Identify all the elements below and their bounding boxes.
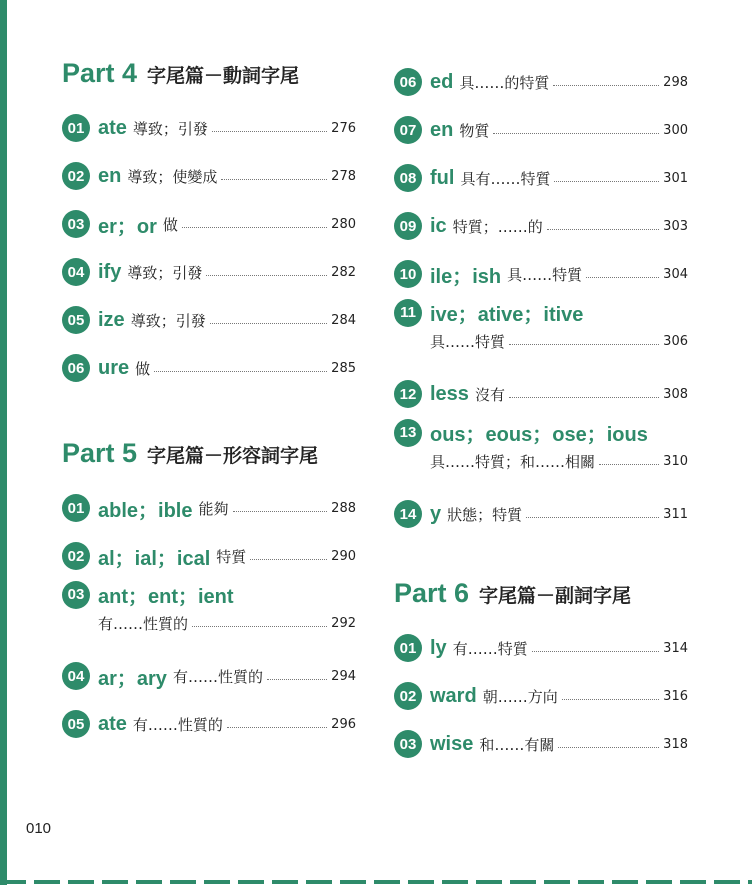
entry-number: 08 (394, 164, 422, 192)
entry-number: 04 (62, 258, 90, 286)
entry-suffix: ic (430, 214, 447, 237)
entry-suffix: y (430, 502, 442, 525)
entry-number: 03 (62, 581, 90, 609)
entry-page: 310 (663, 454, 688, 469)
toc-entry[interactable] (62, 248, 356, 296)
toc-entry[interactable] (394, 720, 688, 768)
toc-entry[interactable] (394, 298, 688, 370)
entry-number: 03 (394, 730, 422, 758)
entry-number: 10 (394, 260, 422, 288)
entry-page: 296 (331, 716, 356, 732)
entry-suffix: able；ible (98, 499, 193, 522)
entry-meaning: 做 (162, 215, 178, 234)
entry-meaning: 具……特質 (507, 265, 583, 284)
dot-leader (599, 464, 659, 465)
dot-leader (493, 133, 659, 134)
entry-page: 318 (663, 736, 688, 752)
entry-meaning: 特質；……的 (452, 217, 543, 236)
entry-page: 304 (663, 266, 688, 282)
toc-entry[interactable] (394, 202, 688, 250)
entry-number: 01 (62, 114, 90, 142)
entry-page: 306 (663, 334, 688, 349)
toc-entry[interactable] (62, 104, 356, 152)
toc-entry[interactable] (62, 700, 356, 748)
entry-meaning: 做 (135, 359, 151, 378)
part-6-heading (394, 578, 688, 618)
entry-suffix: ate (98, 712, 127, 735)
entry-page: 282 (331, 264, 356, 280)
entry-page: 311 (663, 506, 688, 522)
entry-meaning: 具……特質；和……相關 (430, 453, 596, 471)
toc-entry[interactable] (62, 532, 356, 580)
entry-suffix: ed (430, 70, 454, 93)
entry-page: 298 (663, 74, 688, 90)
part-5-heading (62, 438, 356, 478)
entry-suffix: ize (98, 308, 125, 331)
toc-right-column (394, 58, 688, 768)
entry-page: 300 (663, 122, 688, 138)
entry-number: 05 (62, 306, 90, 334)
entry-number: 02 (62, 542, 90, 570)
entry-meaning: 有……特質 (452, 639, 528, 658)
entry-meaning: 具……特質 (430, 333, 506, 351)
entry-meaning: 能夠 (198, 499, 229, 518)
entry-page: 301 (663, 170, 688, 186)
entry-number: 13 (394, 419, 422, 447)
entry-meaning: 有……性質的 (98, 615, 189, 633)
toc-entry[interactable] (394, 672, 688, 720)
entry-number: 07 (394, 116, 422, 144)
entry-meaning: 沒有 (474, 385, 505, 404)
dot-leader (526, 517, 659, 518)
entry-page: 278 (331, 168, 356, 184)
entry-number: 11 (394, 299, 422, 327)
dot-leader (206, 275, 327, 276)
entry-suffix: ive；ative；itive (430, 304, 584, 326)
entry-page: 303 (663, 218, 688, 234)
entry-suffix: ward (430, 684, 477, 707)
entry-meaning: 特質 (216, 547, 247, 566)
dot-leader (509, 397, 659, 398)
toc-entry[interactable] (62, 200, 356, 248)
entry-number: 14 (394, 500, 422, 528)
toc-entry[interactable] (394, 106, 688, 154)
toc-entry[interactable] (394, 154, 688, 202)
entry-number: 03 (62, 210, 90, 238)
entry-page: 285 (331, 360, 356, 376)
left-accent-bar (0, 0, 7, 885)
toc-entry[interactable] (62, 296, 356, 344)
entry-number: 06 (62, 354, 90, 382)
dot-leader (553, 85, 659, 86)
toc-entry[interactable] (394, 58, 688, 106)
entry-page: 284 (331, 312, 356, 328)
dot-leader (250, 559, 327, 560)
toc-entry[interactable] (394, 250, 688, 298)
entry-page: 288 (331, 500, 356, 516)
dot-leader (562, 699, 659, 700)
entry-suffix: wise (430, 732, 474, 755)
entry-page: 294 (331, 668, 356, 684)
entry-number: 12 (394, 380, 422, 408)
entry-suffix: ous；eous；ose；ious (430, 424, 648, 446)
entry-page: 314 (663, 640, 688, 656)
dot-leader (192, 626, 327, 627)
entry-meaning: 導致；引發 (127, 263, 203, 282)
entry-suffix: ar；ary (98, 667, 167, 690)
part-label: Part 6 (394, 578, 470, 608)
entry-suffix: ly (430, 636, 447, 659)
entry-suffix: en (98, 164, 122, 187)
entry-suffix: er；or (98, 215, 157, 238)
entry-number: 06 (394, 68, 422, 96)
part-label: Part 5 (62, 438, 138, 468)
dot-leader (554, 181, 659, 182)
entry-suffix: en (430, 118, 454, 141)
entry-meaning: 狀態；特質 (447, 505, 523, 524)
entry-number: 01 (394, 634, 422, 662)
entry-number: 02 (62, 162, 90, 190)
entry-suffix: ify (98, 260, 122, 283)
toc-entry[interactable] (62, 580, 356, 652)
entry-meaning: 具……的特質 (459, 73, 550, 92)
entry-meaning: 朝……方向 (482, 687, 558, 706)
dot-leader (267, 679, 327, 680)
dot-leader (210, 323, 327, 324)
entry-meaning: 物質 (459, 121, 490, 140)
part-4-heading (62, 58, 356, 98)
entry-meaning: 和……有關 (479, 735, 555, 754)
dot-leader (547, 229, 659, 230)
dot-leader (212, 131, 327, 132)
entry-page: 292 (331, 616, 356, 631)
dot-leader (182, 227, 327, 228)
entry-meaning: 導致；引發 (130, 311, 206, 330)
part-subtitle: 字尾篇－副詞字尾 (479, 585, 632, 607)
entry-suffix: ate (98, 116, 127, 139)
entry-page: 308 (663, 386, 688, 402)
entry-suffix: ful (430, 166, 455, 189)
entry-page: 290 (331, 548, 356, 564)
entry-page: 276 (331, 120, 356, 136)
part-subtitle: 字尾篇－動詞字尾 (147, 65, 300, 87)
page-number: 010 (26, 820, 52, 837)
part-subtitle: 字尾篇－形容詞字尾 (147, 445, 319, 467)
entry-suffix: ile；ish (430, 265, 502, 288)
toc-entry[interactable] (394, 624, 688, 672)
entry-number: 04 (62, 662, 90, 690)
entry-page: 280 (331, 216, 356, 232)
entry-suffix: ure (98, 356, 130, 379)
entry-number: 09 (394, 212, 422, 240)
entry-meaning: 具有……特質 (460, 169, 551, 188)
dot-leader (509, 344, 659, 345)
dot-leader (586, 277, 659, 278)
entry-suffix: ant；ent；ient (98, 586, 234, 608)
entry-number: 05 (62, 710, 90, 738)
toc-entry[interactable] (62, 484, 356, 532)
dot-leader (221, 179, 327, 180)
entry-meaning: 有……性質的 (172, 667, 263, 686)
part-label: Part 4 (62, 58, 138, 88)
dot-leader (558, 747, 659, 748)
entry-meaning: 導致；引發 (132, 119, 208, 138)
entry-suffix: less (430, 382, 469, 405)
dot-leader (233, 511, 328, 512)
toc-entry[interactable] (394, 490, 688, 538)
entry-page: 316 (663, 688, 688, 704)
toc-left-column (62, 58, 356, 748)
toc-entry[interactable] (62, 152, 356, 200)
toc-entry[interactable] (394, 370, 688, 418)
dot-leader (154, 371, 327, 372)
dot-leader (532, 651, 659, 652)
toc-entry[interactable] (394, 418, 688, 490)
entry-suffix: al；ial；ical (98, 547, 211, 570)
dot-leader (227, 727, 327, 728)
entry-meaning: 導致；使變成 (127, 167, 218, 186)
bottom-dashed-border (0, 880, 752, 884)
toc-entry[interactable] (62, 344, 356, 392)
entry-meaning: 有……性質的 (132, 715, 223, 734)
toc-entry[interactable] (62, 652, 356, 700)
entry-number: 02 (394, 682, 422, 710)
entry-number: 01 (62, 494, 90, 522)
